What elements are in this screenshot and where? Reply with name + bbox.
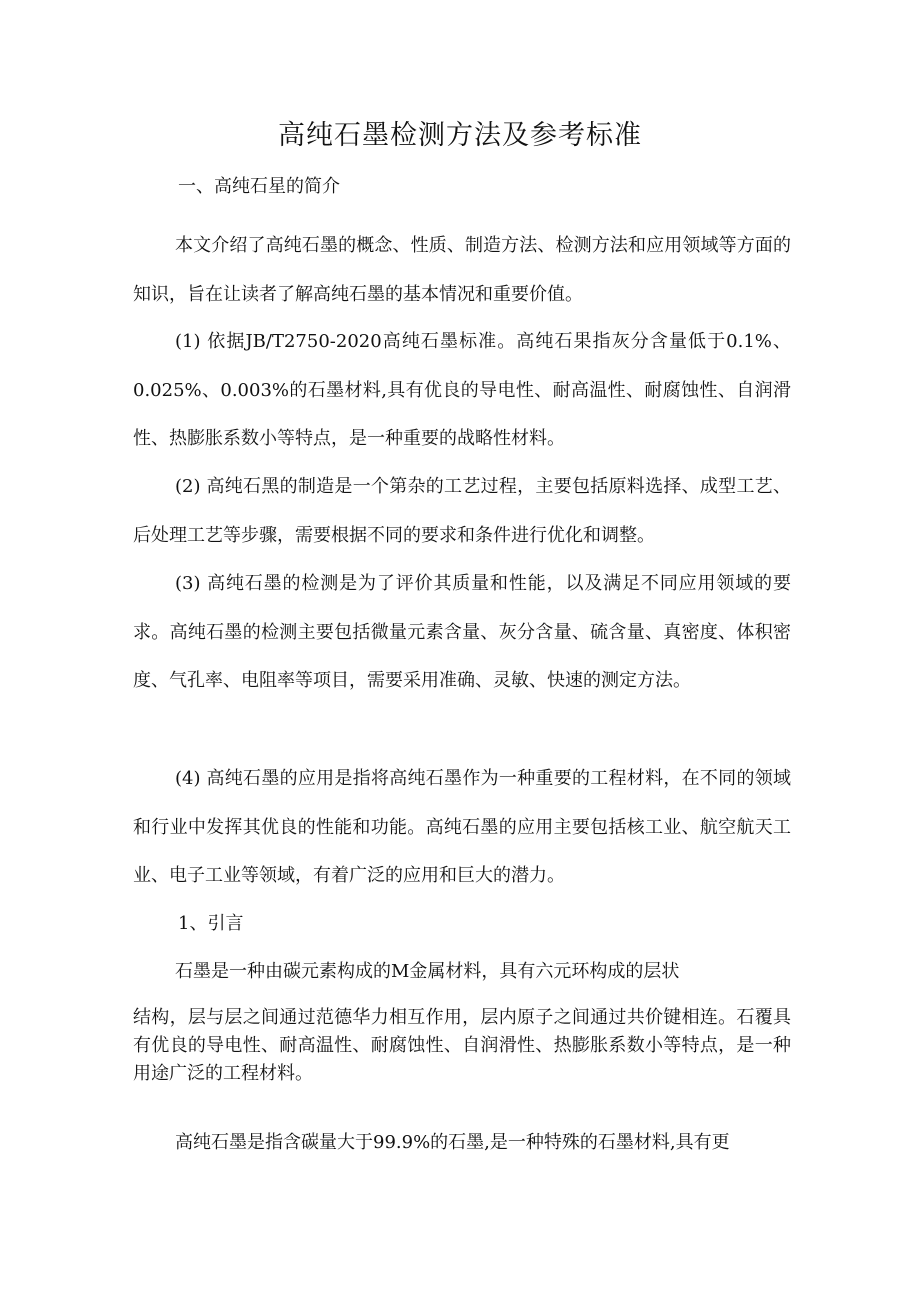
paragraph-preface-body: 结构，层与层之间通过范德华力相互作用，层内原子之间通过共价键相连。石覆具有优良的导电性、耐高温性、耐腐蚀性、自润滑性、热膨胀系数小等特点，是一种用途广泛的工程材料。 [133,1007,791,1084]
section-heading-intro: 一、高纯石星的简介 [178,176,340,197]
paragraph-point-4: (4) 高纯石墨的应用是指将高纯石墨作为一种重要的工程材料，在不同的领域和行业中发挥其优良的性能和功能。高纯石墨的应用主要包括核工业、航空航天工业、电子工业等领域，有着广泛的应用和巨大的潜力。 [133,768,791,886]
paragraph-point-2: (2) 高纯石黑的制造是一个第杂的工艺过程，主要包括原料选择、成型工艺、后处理工艺等步骤，需要根据不同的要求和条件进行优化和调整。 [133,476,791,546]
paragraph-purity-start: 高纯石墨是指含碳量大于99.9%的石墨,是一种特殊的石墨材料,具有更 [175,1132,730,1153]
paragraph-intro: 本文介绍了高纯石墨的概念、性质、制造方法、检测方法和应用领域等方面的知识，旨在让读者了解高纯石墨的基本情况和重要价值。 [133,235,791,305]
paragraph-point-3: (3) 高纯石墨的检测是为了评价其质量和性能，以及满足不同应用领域的要求。高纯石墨的检测主要包括微量元素含量、灰分含量、硫含量、真密度、体积密度、气孔率、电阻率等项目，需要采用准确、灵敏、快速的测定方法。 [133,573,791,691]
paragraph-preface-line1: 石墨是一种由碳元素构成的M金属材料，具有六元环构成的层状 [175,961,680,982]
paragraph-point-1: (1) 依据JB/T2750-2020高纯石墨标准。高纯石果指灰分含量低于0.1%、0.025%、0.003%的石墨材料,具有优良的导电性、耐高温性、耐腐蚀性、自润滑性、热膨胀系数小等特点，是一种重要的战略性材料。 [133,331,791,449]
document-title: 高纯石墨检测方法及参考标准 [278,120,642,151]
section-heading-preface: 1、引言 [178,913,244,934]
